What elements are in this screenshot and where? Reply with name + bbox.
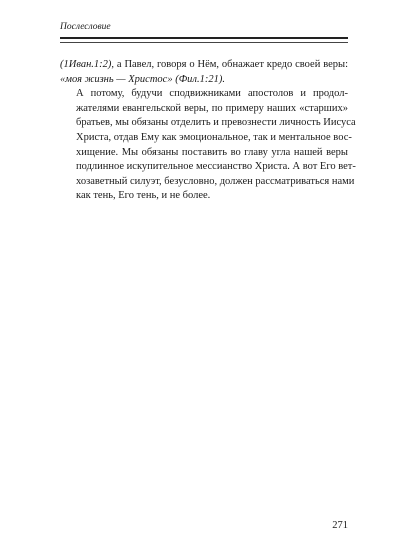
text-run: хищение. Мы обязаны поставить во главу угла нашей веры — [76, 146, 348, 158]
text-line — [60, 116, 356, 131]
italic-run: «моя жизнь — Христос» (Фил.1:21). — [60, 73, 225, 85]
text-line — [60, 102, 348, 117]
text-run: Христа, отдав Ему как эмоциональное, так и ментальное вос- — [76, 131, 352, 143]
text-run: жателями евангельской веры, по примеру наших «старших» — [76, 102, 348, 114]
text-line — [60, 73, 348, 88]
text-line — [60, 131, 352, 146]
running-head: Послесловие — [60, 22, 111, 32]
text-run: А потому, будучи сподвижниками апостолов и продол- — [76, 88, 348, 100]
text-run: братьев, мы обязаны отделить и превознести личность Иисуса — [76, 117, 356, 129]
text-line — [60, 189, 348, 204]
text-line — [60, 58, 348, 73]
text-run: как тень, Его тень, и не более. — [76, 190, 211, 202]
text-run: , а Павел, говоря о Нём, обнажает кредо своей веры: — [111, 59, 348, 70]
text-line — [60, 175, 355, 190]
body-text — [60, 58, 356, 204]
text-line — [60, 87, 348, 102]
text-line — [60, 160, 356, 175]
page-number: 271 — [332, 520, 348, 531]
text-line — [60, 146, 348, 161]
text-run: подлинное искупительное мессианство Христа. А вот Его вет- — [76, 161, 356, 173]
text-run: хозаветный силуэт, безусловно, должен рассматриваться нами — [76, 175, 355, 187]
header-rule-thick — [60, 37, 348, 39]
italic-run: (1Иван.1:2) — [60, 59, 112, 70]
paragraph — [60, 58, 348, 87]
paragraph — [60, 87, 356, 204]
header-rule-thin — [60, 42, 348, 43]
